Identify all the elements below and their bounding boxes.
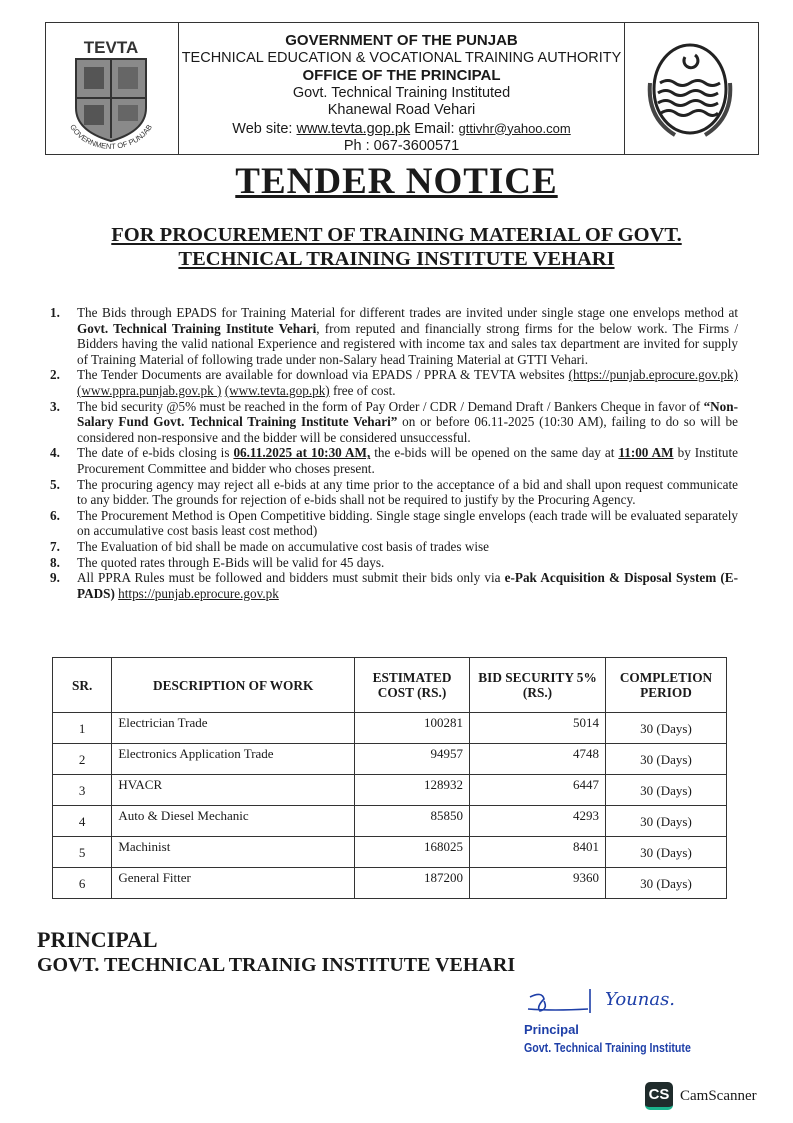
tevta-logo-text: TEVTA xyxy=(83,38,139,57)
table-cell: 187200 xyxy=(355,868,470,899)
item-number: 5. xyxy=(50,476,60,492)
table-cell: Electrician Trade xyxy=(112,713,355,744)
table-cell: 30 (Days) xyxy=(605,775,726,806)
signature-stamp xyxy=(520,985,691,1055)
table-cell: 30 (Days) xyxy=(605,713,726,744)
text-segment: “Non-Salary Fund Govt. Technical Training Institute Vehari” xyxy=(77,398,738,430)
text-segment: free of cost. xyxy=(329,382,396,398)
list-item xyxy=(50,508,738,539)
tevta-logo xyxy=(46,23,179,154)
item-number: 3. xyxy=(50,398,60,414)
email-label: Email: xyxy=(414,120,455,137)
table-row xyxy=(53,868,727,899)
signatory-title: PRINCIPAL xyxy=(37,927,158,952)
column-header: DESCRIPTION OF WORK xyxy=(112,658,355,713)
text-segment: the e-bids will be opened on the same day at xyxy=(370,445,619,461)
table-cell: 30 (Days) xyxy=(605,806,726,837)
link[interactable]: (https://punjab.eprocure.gov.pk) xyxy=(568,367,738,383)
table-cell: 6447 xyxy=(470,775,606,806)
list-item xyxy=(50,399,738,446)
table-row xyxy=(53,837,727,868)
list-item xyxy=(50,445,738,476)
table-cell: 4293 xyxy=(470,806,606,837)
table-cell: 2 xyxy=(53,744,112,775)
header-contact xyxy=(179,120,624,139)
tevta-logo-arc: GOVERNMENT OF PUNJAB xyxy=(68,122,154,152)
column-header: COMPLETION PERIOD xyxy=(605,658,726,713)
item-text xyxy=(77,570,738,601)
text-segment: e-Pak Acquisition & Disposal System (E-PADS) xyxy=(77,570,738,601)
terms-list xyxy=(50,305,738,601)
list-item xyxy=(50,570,738,601)
website-link[interactable]: www.tevta.gop.pk xyxy=(296,120,411,137)
table-cell: Machinist xyxy=(112,837,355,868)
header-phone: Ph : 067-3600571 xyxy=(343,138,460,154)
text-segment: The bid security @5% must be reached in the form of Pay Order / CDR / Demand Draft / Bankers Cheque in favor of xyxy=(77,398,704,414)
table-cell: 4 xyxy=(53,806,112,837)
item-text xyxy=(77,305,738,367)
table-cell: 5014 xyxy=(470,713,606,744)
item-number: 2. xyxy=(50,367,60,383)
text-segment: The procuring agency may reject all e-bids at any time prior to the acceptance of a bid and shall upon request communicate to any bidder. The grounds for rejection of e-bids shall not be required to justify by the Procuring Agency. xyxy=(77,476,738,508)
item-number: 4. xyxy=(50,445,60,461)
page-title: TENDER NOTICE xyxy=(235,161,558,202)
stamp-title: Principal xyxy=(524,1022,579,1037)
text-segment: Govt. Technical Training Institute Vehari xyxy=(77,320,317,336)
text-segment: by Institute Procurement Committee and bidder who choses present. xyxy=(77,445,738,476)
table-cell: 5 xyxy=(53,837,112,868)
punjab-emblem xyxy=(624,23,758,154)
item-text xyxy=(77,539,738,555)
table-cell: 30 (Days) xyxy=(605,868,726,899)
table-cell: 1 xyxy=(53,713,112,744)
table-cell: 6 xyxy=(53,868,112,899)
table-row xyxy=(53,806,727,837)
table-row xyxy=(53,713,727,744)
table-cell: 3 xyxy=(53,775,112,806)
table-cell: Electronics Application Trade xyxy=(112,744,355,775)
table-cell: HVACR xyxy=(112,775,355,806)
text-segment: 06.11.2025 at 10:30 AM, xyxy=(233,445,371,461)
table-cell: Auto & Diesel Mechanic xyxy=(112,806,355,837)
item-number: 6. xyxy=(50,507,60,523)
text-segment: The Procurement Method is Open Competitive bidding. Single stage single envelops (each trade will be evaluated separately on accumulative cost basis least cost method) xyxy=(77,507,738,539)
table-cell: General Fitter xyxy=(112,868,355,899)
list-item xyxy=(50,555,738,571)
signatory-institute: GOVT. TECHNICAL TRAINIG INSTITUTE VEHARI xyxy=(37,954,516,976)
header-address: Khanewal Road Vehari xyxy=(327,102,476,118)
text-segment: The Tender Documents are available for download via EPADS / PPRA & TEVTA websites xyxy=(77,367,569,383)
email-link[interactable]: gttivhr@yahoo.com xyxy=(458,120,571,136)
text-segment: The date of e-bids closing is xyxy=(77,445,234,461)
text-segment: 11:00 AM xyxy=(618,445,674,461)
list-item xyxy=(50,477,738,508)
table-cell: 4748 xyxy=(470,744,606,775)
column-header: SR. xyxy=(53,658,112,713)
website-label: Web site: xyxy=(232,120,293,137)
table-header-row xyxy=(53,658,727,713)
item-text xyxy=(77,477,738,508)
header-government: GOVERNMENT OF THE PUNJAB xyxy=(285,32,518,49)
item-number: 1. xyxy=(50,305,60,320)
list-item xyxy=(50,305,738,367)
column-header: ESTIMATED COST (RS.) xyxy=(355,658,470,713)
table-cell: 94957 xyxy=(355,744,470,775)
work-table xyxy=(52,657,727,899)
item-text xyxy=(77,508,738,539)
item-text xyxy=(77,399,738,446)
list-item xyxy=(50,539,738,555)
text-segment: , from reputed and financially strong firms for the below work. The Firms / Bidders having the valid national Experience and registered with income tax and sales tax department are invited for supply of Training Material of following trade under non-Salary head Training Material at GTTI Vehari. xyxy=(77,320,738,367)
item-number: 9. xyxy=(50,570,60,586)
link[interactable]: (www.tevta.gop.pk) xyxy=(224,382,330,398)
table-cell: 168025 xyxy=(355,837,470,868)
signature-mark xyxy=(520,985,690,1025)
text-segment: All PPRA Rules must be followed and bidders must submit their bids only via xyxy=(77,570,505,586)
text-segment: on or before 06.11-2025 (10:30 AM), failing to do so will be considered non-responsive and the bidder will be considered unsuccessful. xyxy=(77,414,739,445)
item-number: 8. xyxy=(50,554,60,570)
item-text xyxy=(77,555,738,571)
stamp-institute: Govt. Technical Training Institute xyxy=(524,1041,691,1055)
column-header: BID SECURITY 5% (RS.) xyxy=(470,658,606,713)
subtitle-line-1: FOR PROCUREMENT OF TRAINING MATERIAL OF GOVT. xyxy=(111,224,682,246)
camscanner-text: CamScanner xyxy=(680,1087,757,1104)
text-segment: The Bids through EPADS for Training Material for different trades are invited under single stage one envelops method at xyxy=(77,305,738,320)
text-segment: The Evaluation of bid shall be made on accumulative cost basis of trades wise xyxy=(77,538,489,554)
header-institute: Govt. Technical Training Instituted xyxy=(292,84,511,101)
table-cell: 85850 xyxy=(355,806,470,837)
link[interactable]: https://punjab.eprocure.gov.pk xyxy=(118,585,279,601)
table-cell: 8401 xyxy=(470,837,606,868)
subtitle-line-2: TECHNICAL TRAINING INSTITUTE VEHARI xyxy=(178,248,615,270)
table-cell: 128932 xyxy=(355,775,470,806)
header-text xyxy=(179,23,624,154)
header-office: OFFICE OF THE PRINCIPAL xyxy=(302,67,501,84)
table-row xyxy=(53,775,727,806)
signature-text: Younas. xyxy=(605,989,676,1010)
text-segment: The quoted rates through E-Bids will be valid for 45 days. xyxy=(77,554,385,570)
table-row xyxy=(53,744,727,775)
camscanner-logo-icon: CS xyxy=(645,1082,673,1110)
item-text xyxy=(77,445,738,476)
item-number: 7. xyxy=(50,538,60,554)
header-authority: TECHNICAL EDUCATION & VOCATIONAL TRAINING AUTHORITY xyxy=(181,49,622,66)
link[interactable]: (www.ppra.punjab.gov.pk ) xyxy=(77,382,222,398)
item-text xyxy=(77,367,738,398)
table-cell: 9360 xyxy=(470,868,606,899)
table-cell: 30 (Days) xyxy=(605,837,726,868)
letterhead xyxy=(45,22,759,155)
list-item xyxy=(50,367,738,398)
table-cell: 100281 xyxy=(355,713,470,744)
camscanner-watermark xyxy=(645,1082,757,1110)
table-cell: 30 (Days) xyxy=(605,744,726,775)
